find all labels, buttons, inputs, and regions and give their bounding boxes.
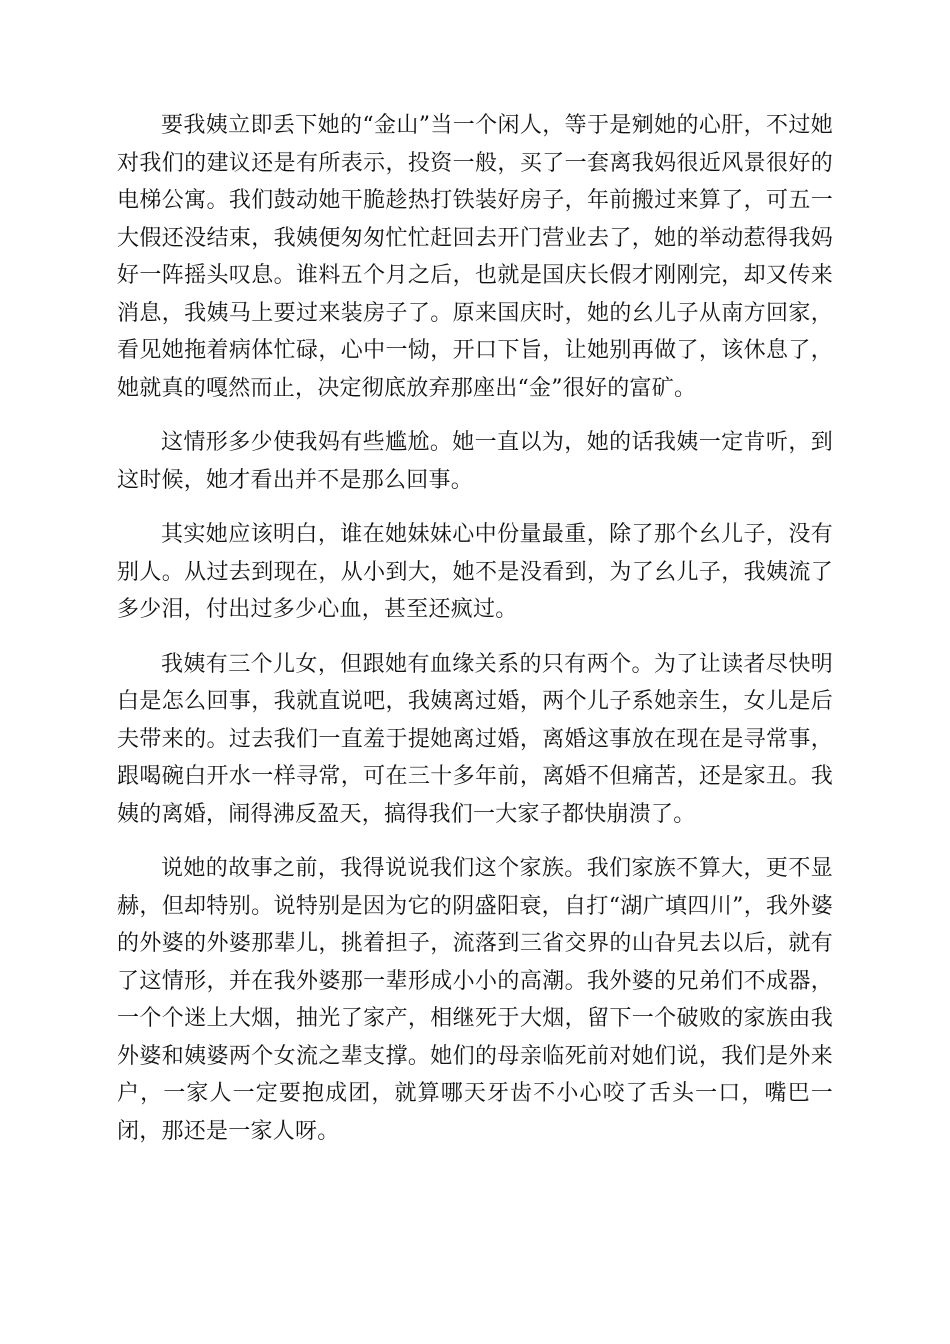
paragraph-4: 我姨有三个儿女，但跟她有血缘关系的只有两个。为了让读者尽快明白是怎么回事，我就直说吧，我姨离过婚，两个儿子系她亲生，女儿是后夫带来的。过去我们一直羞于提她离过婚，离婚这事放在现在是寻常事，跟喝碗白开水一样寻常，可在三十多年前，离婚不但痛苦，还是家丑。我姨的离婚，闹得沸反盈天，搞得我们一大家子都快崩溃了。 — [117, 651, 833, 827]
body-text — [117, 107, 833, 1167]
paragraph-2: 这情形多少使我妈有些尴尬。她一直以为，她的话我姨一定肯听，到这时候，她才看出并不是那么回事。 — [117, 430, 833, 493]
paragraph-3: 其实她应该明白，谁在她妹妹心中份量最重，除了那个幺儿子，没有别人。从过去到现在，从小到大，她不是没看到，为了幺儿子，我姨流了多少泪，付出过多少心血，甚至还疯过。 — [117, 522, 833, 622]
paragraph-5: 说她的故事之前，我得说说我们这个家族。我们家族不算大，更不显赫，但却特别。说特别是因为它的阴盛阳衰，自打“湖广填四川”，我外婆的外婆的外婆那辈儿，挑着担子，流落到三省交界的山旮旯去以后，就有了这情形，并在我外婆那一辈形成小小的高潮。我外婆的兄弟们不成器，一个个迷上大烟，抽光了家产，相继死于大烟，留下一个破败的家族由我外婆和姨婆两个女流之辈支撑。她们的母亲临死前对她们说，我们是外来户，一家人一定要抱成团，就算哪天牙齿不小心咬了舌头一口，嘴巴一闭，那还是一家人呀。 — [117, 856, 833, 1144]
paragraph-1: 要我姨立即丢下她的“金山”当一个闲人，等于是剜她的心肝，不过她对我们的建议还是有所表示，投资一般，买了一套离我妈很近风景很好的电梯公寓。我们鼓动她干脆趁热打铁装好房子，年前搬过来算了，可五一大假还没结束，我姨便匆匆忙忙赶回去开门营业去了，她的举动惹得我妈好一阵摇头叹息。谁料五个月之后，也就是国庆长假才刚刚完，却又传来消息，我姨马上要过来装房子了。原来国庆时，她的幺儿子从南方回家，看见她拖着病体忙碌，心中一恸，开口下旨，让她别再做了，该休息了，她就真的嘎然而止，决定彻底放弃那座出“金”很好的富矿。 — [117, 113, 833, 401]
